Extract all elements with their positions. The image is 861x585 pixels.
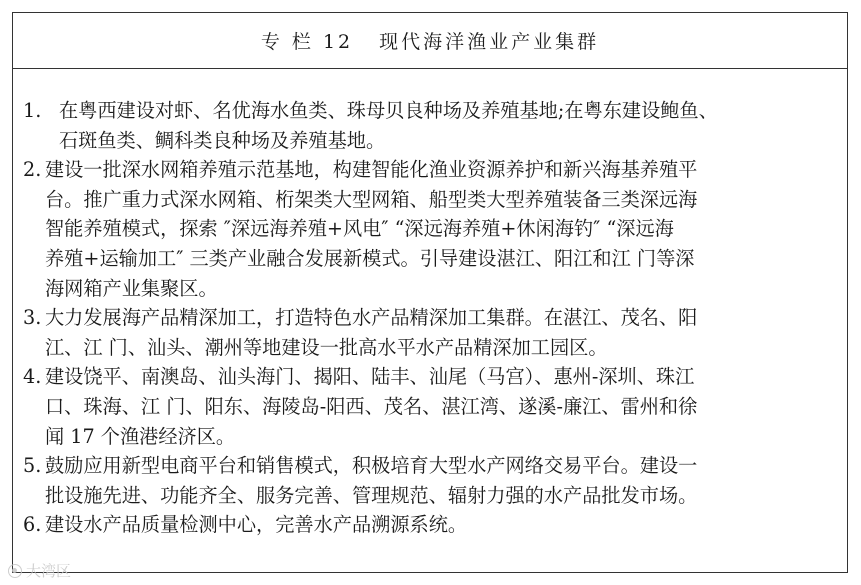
item-line: 江、江 门、汕头、潮州等地建设一批高水平水产品精深加工园区。 <box>45 335 608 359</box>
item-number: 2. <box>23 158 42 182</box>
list-item-1 <box>23 96 839 155</box>
item-number: 1. <box>23 99 42 122</box>
column-header <box>13 13 847 69</box>
item-line: 建设一批深水网箱养殖示范基地，构建智能化渔业资源养护和新兴海基养殖平 <box>45 158 698 182</box>
item-line: 养殖+运输加工″ 三类产业融合发展新模式。引导建设湛江、阳江和江 门等深 <box>45 246 695 270</box>
list-item-6 <box>23 510 839 540</box>
item-line: 海网箱产业集聚区。 <box>45 276 218 300</box>
list-item-5 <box>23 451 839 510</box>
item-line: 在粤西建设对虾、名优海水鱼类、珠母贝良种场及养殖基地;在粤东建设鲍鱼、 <box>59 99 718 122</box>
column-box <box>12 12 848 573</box>
item-text <box>45 155 839 303</box>
item-line: 鼓励应用新型电商平台和销售模式，积极培育大型水产网络交易平台。建设一 <box>45 454 698 478</box>
item-line: 石斑鱼类、鲷科类良种场及养殖基地。 <box>59 128 386 152</box>
list-item-2 <box>23 155 839 303</box>
column-label: 专 栏 12 <box>260 31 354 53</box>
item-line: 口、珠海、江 门、阳东、海陵岛-阳西、茂名、湛江湾、遂溪-廉江、雷州和徐 <box>45 394 698 418</box>
item-number: 6. <box>23 513 42 537</box>
item-line: 闻 17 个渔港经济区。 <box>45 424 236 448</box>
item-line: 智能养殖模式，探索 ″深远海养殖+风电″ “深远海养殖+休闲海钓″ “深远海 <box>45 217 674 241</box>
item-line: 批设施先进、功能齐全、服务完善、管理规范、辐射力强的水产品批发市场。 <box>45 483 698 507</box>
item-line: 建设饶平、南澳岛、汕头海门、揭阳、陆丰、汕尾（马宫）、惠州-深圳、珠江 <box>45 365 695 389</box>
watermark-logo-icon <box>8 564 22 578</box>
item-line: 台。推广重力式深水网箱、桁架类大型网箱、船型类大型养殖装备三类深远海 <box>45 187 698 211</box>
item-list <box>23 96 839 540</box>
item-text <box>45 362 839 451</box>
watermark <box>8 560 71 581</box>
list-item-3 <box>23 303 839 362</box>
item-number: 4. <box>23 365 42 389</box>
item-line: 大力发展海产品精深加工，打造特色水产品精深加工集群。在湛江、茂名、阳 <box>45 306 698 330</box>
item-text <box>45 451 839 510</box>
item-number: 3. <box>23 306 42 330</box>
item-text <box>45 510 839 540</box>
item-number: 5. <box>23 454 42 478</box>
column-title: 现代海洋渔业产业集群 <box>379 31 600 53</box>
item-line: 建设水产品质量检测中心，完善水产品溯源系统。 <box>45 513 468 537</box>
watermark-text: 大湾区 <box>26 562 72 580</box>
item-text <box>45 303 839 362</box>
list-item-4 <box>23 362 839 451</box>
item-text <box>59 96 839 155</box>
